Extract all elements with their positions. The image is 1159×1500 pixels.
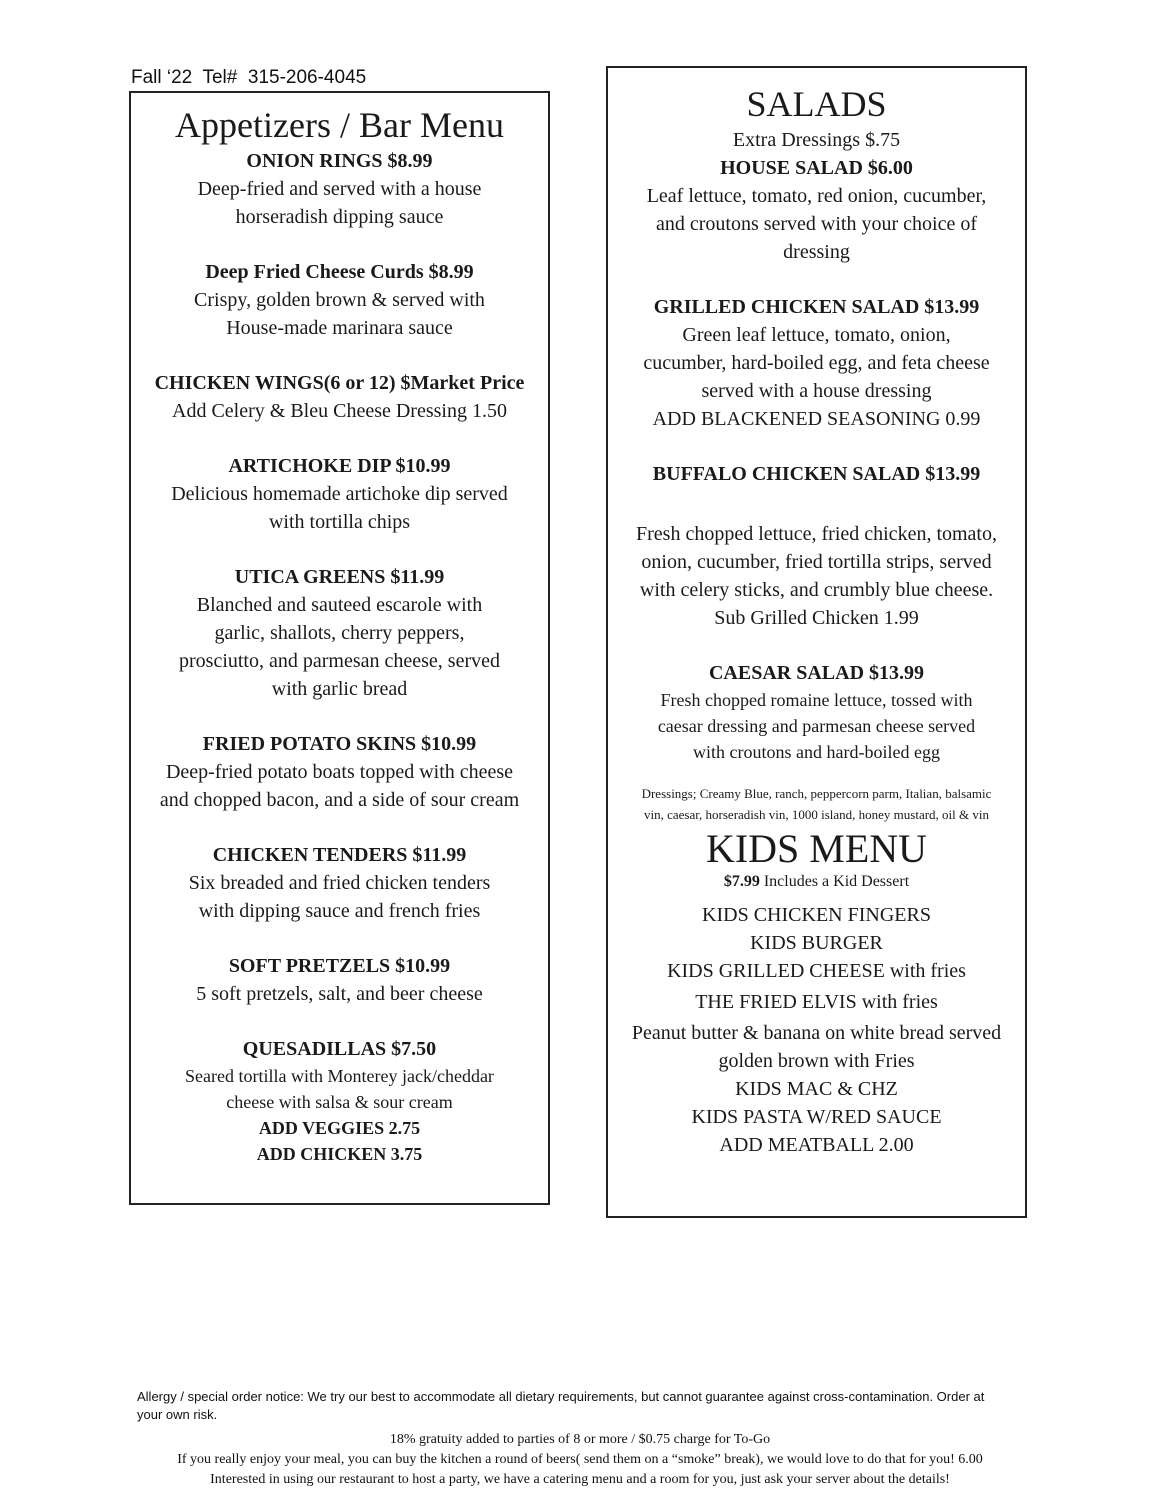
kids-menu-item: ADD MEATBALL 2.00 xyxy=(719,1134,914,1156)
item-name: QUESADILLAS $7.50 xyxy=(242,1038,437,1060)
item-name: UTICA GREENS $11.99 xyxy=(234,566,445,588)
header-contact: Fall ‘22 Tel# 315-206-4045 xyxy=(131,67,367,88)
menu-item xyxy=(131,841,548,925)
menu-item xyxy=(608,659,1025,765)
menu-item xyxy=(608,460,1025,632)
item-addon: ADD CHICKEN 3.75 xyxy=(256,1144,423,1164)
item-name: HOUSE SALAD $6.00 xyxy=(720,157,913,179)
item-description: caesar dressing and parmesan cheese served xyxy=(657,716,976,736)
item-name: ONION RINGS $8.99 xyxy=(246,150,433,172)
item-description: dressing xyxy=(783,241,850,263)
item-description: prosciutto, and parmesan cheese, served xyxy=(179,650,500,672)
kids-menu-item: KIDS GRILLED CHEESE with fries xyxy=(667,960,966,982)
item-name: Deep Fried Cheese Curds $8.99 xyxy=(205,261,474,283)
item-description: with garlic bread xyxy=(271,678,408,700)
appetizers-title: Appetizers / Bar Menu xyxy=(175,105,504,145)
menu-item xyxy=(608,154,1025,266)
item-description: cucumber, hard-boiled egg, and feta cheese xyxy=(643,352,990,374)
dressings-line: vin, caesar, horseradish vin, 1000 island, honey mustard, oil & vin xyxy=(643,807,989,822)
item-description: with tortilla chips xyxy=(268,511,411,533)
item-description: Six breaded and fried chicken tenders xyxy=(188,872,491,894)
salads-list xyxy=(608,154,1025,765)
kids-price: $7.99 xyxy=(723,873,760,890)
item-description: Crispy, golden brown & served with xyxy=(194,289,485,311)
kids-menu-item: THE FRIED ELVIS with fries xyxy=(695,991,938,1013)
menu-item xyxy=(131,1035,548,1167)
kids-menu-item: Peanut butter & banana on white bread served xyxy=(631,1022,1002,1044)
item-name: GRILLED CHICKEN SALAD $13.99 xyxy=(653,296,980,318)
menu-item xyxy=(131,452,548,536)
item-description: Sub Grilled Chicken 1.99 xyxy=(714,607,919,629)
menu-item xyxy=(131,952,548,1008)
item-name: CHICKEN TENDERS $11.99 xyxy=(212,844,467,866)
appetizers-list xyxy=(131,147,548,1167)
item-name: BUFFALO CHICKEN SALAD $13.99 xyxy=(652,463,981,485)
item-name: FRIED POTATO SKINS $10.99 xyxy=(202,733,477,755)
item-addon: ADD VEGGIES 2.75 xyxy=(258,1118,421,1138)
kids-menu-item: KIDS MAC & CHZ xyxy=(735,1078,898,1100)
item-name: ARTICHOKE DIP $10.99 xyxy=(228,455,451,477)
item-name: CAESAR SALAD $13.99 xyxy=(708,662,925,684)
footer-notes xyxy=(80,1430,1080,1490)
item-description: onion, cucumber, fried tortilla strips, served xyxy=(641,551,992,573)
item-description: House-made marinara sauce xyxy=(226,317,453,339)
item-description: garlic, shallots, cherry peppers, xyxy=(214,622,465,644)
menu-item xyxy=(131,147,548,231)
catering-note: Interested in using our restaurant to host a party, we have a catering menu and a room for you, just ask your server about the details! xyxy=(210,1472,950,1487)
menu-item xyxy=(131,258,548,342)
kids-menu-title: KIDS MENU xyxy=(705,826,928,871)
extra-dressings-note: Extra Dressings $.75 xyxy=(732,129,901,151)
dressings-line: Dressings; Creamy Blue, ranch, peppercorn parm, Italian, balsamic xyxy=(641,786,992,801)
salads-panel xyxy=(606,66,1027,1218)
menu-item xyxy=(608,293,1025,433)
item-description: Green leaf lettuce, tomato, onion, xyxy=(682,324,951,346)
item-description: Add Celery & Bleu Cheese Dressing 1.50 xyxy=(172,400,507,422)
item-name: SOFT PRETZELS $10.99 xyxy=(228,955,451,977)
kids-price-line xyxy=(608,871,1025,893)
item-description: and croutons served with your choice of xyxy=(655,213,977,235)
kids-price-note: Includes a Kid Dessert xyxy=(759,873,910,890)
item-description: and chopped bacon, and a side of sour cream xyxy=(159,789,520,811)
item-description: Deep-fried and served with a house xyxy=(197,178,482,200)
item-description: ADD BLACKENED SEASONING 0.99 xyxy=(652,408,981,430)
appetizers-panel xyxy=(129,91,550,1205)
dressings-note xyxy=(608,785,1025,823)
menu-item xyxy=(131,369,548,425)
item-name: CHICKEN WINGS(6 or 12) $Market Price xyxy=(154,372,525,394)
item-description: Delicious homemade artichoke dip served xyxy=(171,483,508,505)
menu-item xyxy=(131,563,548,703)
salads-title: SALADS xyxy=(746,84,887,124)
menu-item xyxy=(131,730,548,814)
item-description: Deep-fried potato boats topped with cheese xyxy=(165,761,514,783)
item-description: Fresh chopped romaine lettuce, tossed with xyxy=(660,690,973,710)
item-description: with croutons and hard-boiled egg xyxy=(693,742,940,762)
item-description: Blanched and sauteed escarole with xyxy=(196,594,483,616)
kids-menu-item: KIDS CHICKEN FINGERS xyxy=(702,904,931,926)
gratuity-note: 18% gratuity added to parties of 8 or more / $0.75 charge for To-Go xyxy=(389,1432,771,1447)
item-description: Leaf lettuce, tomato, red onion, cucumber, xyxy=(646,185,987,207)
item-description: Seared tortilla with Monterey jack/cheddar xyxy=(185,1066,494,1086)
item-description: with dipping sauce and french fries xyxy=(198,900,481,922)
spacer xyxy=(608,488,1025,520)
kids-list xyxy=(608,901,1025,1159)
item-description: horseradish dipping sauce xyxy=(235,206,444,228)
item-description: 5 soft pretzels, salt, and beer cheese xyxy=(196,983,483,1005)
beers-note: If you really enjoy your meal, you can buy the kitchen a round of beers( send them on a “smoke” break), we would love to do that for you! 6.00 xyxy=(177,1452,983,1467)
item-description: cheese with salsa & sour cream xyxy=(226,1092,453,1112)
item-description: with celery sticks, and crumbly blue cheese. xyxy=(639,579,994,601)
item-description: served with a house dressing xyxy=(701,380,932,402)
kids-menu-item: golden brown with Fries xyxy=(718,1050,915,1072)
allergy-notice: Allergy / special order notice: We try our best to accommodate all dietary requirements, but cannot guarantee against cross-contamination. Order at your own risk. xyxy=(137,1389,985,1422)
item-description: Fresh chopped lettuce, fried chicken, tomato, xyxy=(636,523,997,545)
kids-menu-item: KIDS BURGER xyxy=(750,932,883,954)
kids-menu-item: KIDS PASTA W/RED SAUCE xyxy=(691,1106,942,1128)
